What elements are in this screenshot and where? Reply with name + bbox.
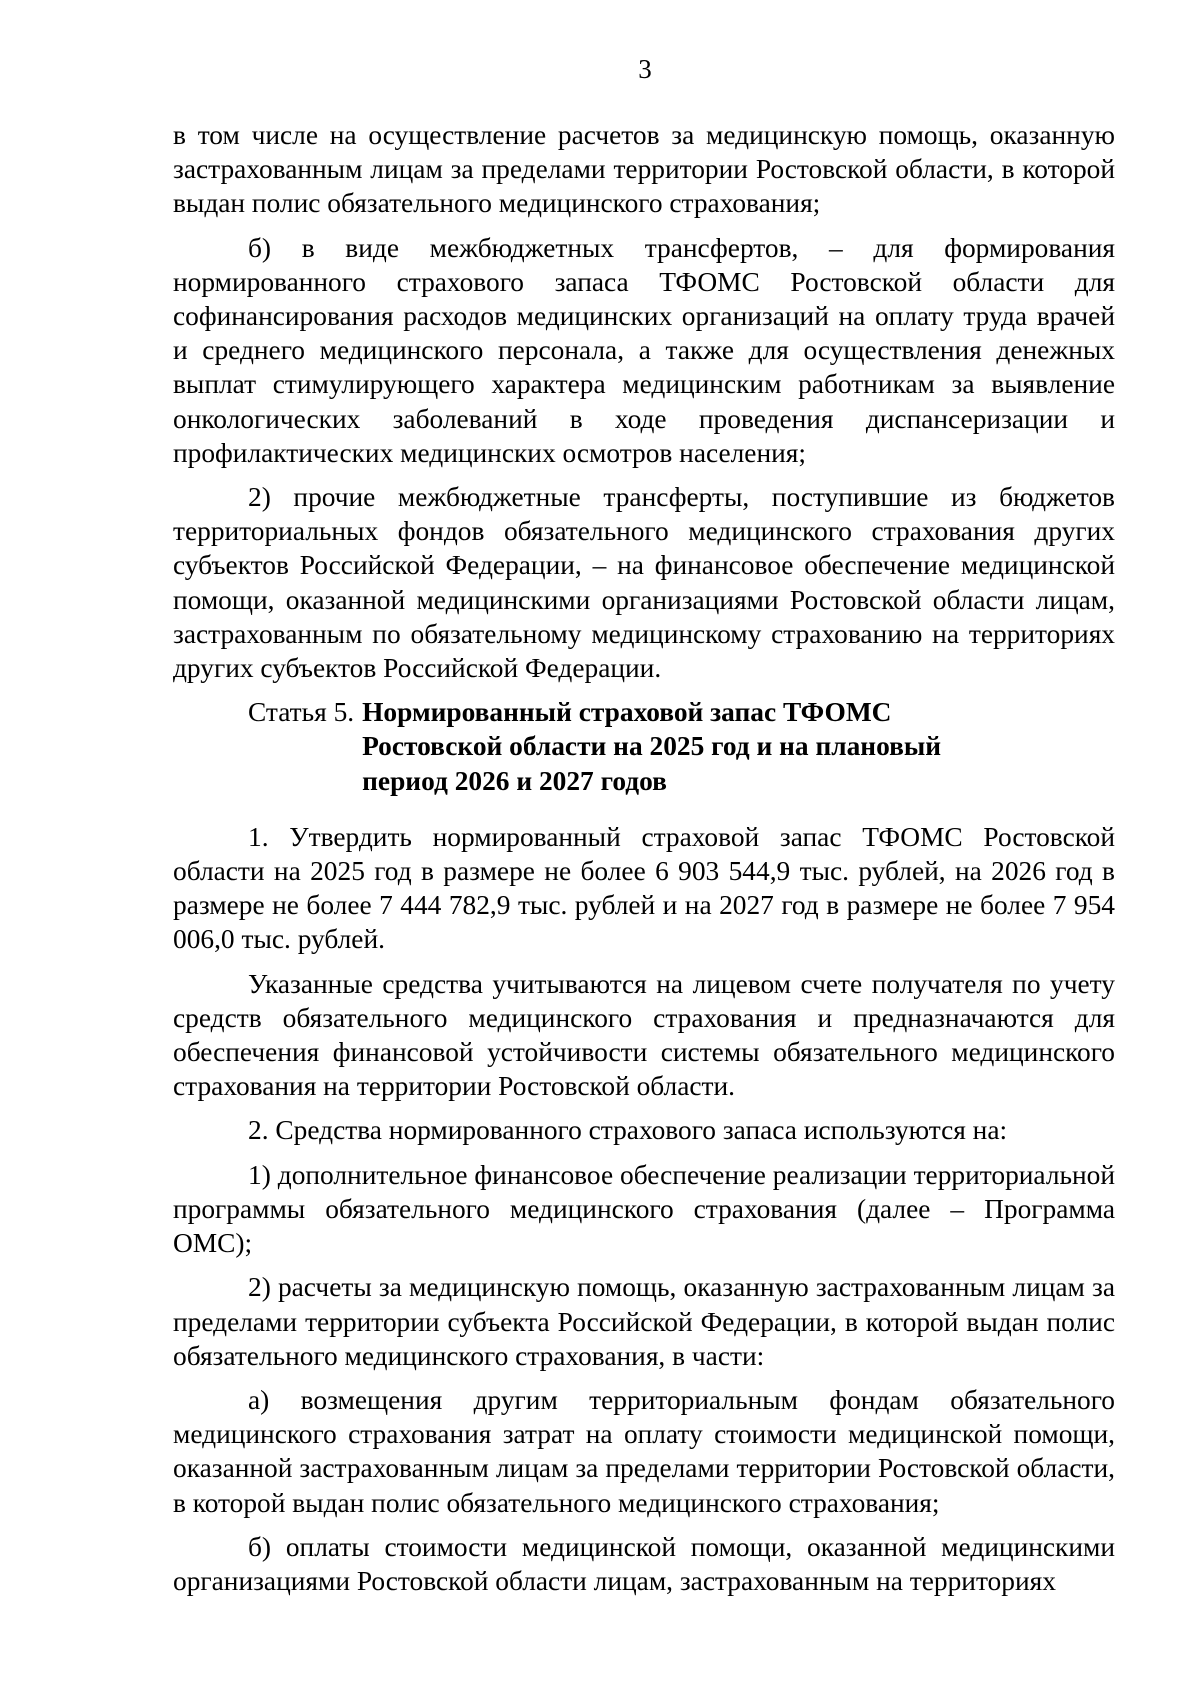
document-body — [173, 118, 1115, 1608]
article-title-line: Ростовской области на 2025 год и на плановый — [362, 731, 942, 762]
page-number: 3 — [638, 54, 652, 84]
paragraph-clause-1-reserve-amounts: 1. Утвердить нормированный страховой запас ТФОМС Ростовской области на 2025 год в размере не более 6 903 544,9 тыс. рублей, на 2026 год в размере не более 7 444 782,9 тыс. рублей и на 2027 год в размере не более 7 954 006,0 тыс. рублей. — [173, 821, 1115, 955]
paragraph-usage-item-2b: б) оплаты стоимости медицинской помощи, оказанной медицинскими организациями Ростовской области лицам, застрахованным на территориях — [173, 1531, 1115, 1596]
paragraph-item-2-other-transfers: 2) прочие межбюджетные трансферты, поступившие из бюджетов территориальных фондов обязательного медицинского страхования других субъектов Российской Федерации, – на финансовое обеспечение медицинской помощи, оказанной медицинскими организациями Ростовской области лицам, застрахованным по обязательному медицинскому страхованию на территориях других субъектов Российской Федерации. — [173, 482, 1115, 684]
paragraph-continuation: в том числе на осуществление расчетов за медицинскую помощь, оказанную застрахованным лицам за пределами территории Ростовской области, в которой выдан полис обязательного медицинского страхования; — [173, 120, 1115, 219]
article-heading — [248, 695, 1115, 798]
paragraph-usage-item-2: 2) расчеты за медицинскую помощь, оказанную застрахованным лицам за пределами территории субъекта Российской Федерации, в которой выдан полис обязательного медицинского страхования, в части: — [173, 1272, 1115, 1371]
paragraph-usage-item-2a: а) возмещения другим территориальным фондам обязательного медицинского страхования затрат на оплату стоимости медицинской помощи, оказанной застрахованным лицам за пределами территории Ростовской области, в которой выдан полис обязательного медицинского страхования; — [173, 1384, 1115, 1518]
paragraph-clause-2-usage: 2. Средства нормированного страхового запаса используются на: — [248, 1115, 1008, 1146]
paragraph-funds-accounting: Указанные средства учитываются на лицевом счете получателя по учету средств обязательного медицинского страхования и предназначаются для обеспечения финансовой устойчивости системы обязательного медицинского страхования на территории Ростовской области. — [173, 968, 1115, 1102]
article-title-line: период 2026 и 2027 годов — [362, 765, 667, 796]
paragraph-item-b-transfers: б) в виде межбюджетных трансфертов, – для формирования нормированного страхового запаса ТФОМС Ростовской области для софинансирования расходов медицинских организаций на оплату труда врачей и среднего медицинского персонала, а также для осуществления денежных выплат стимулирующего характера медицинским работникам за выявление онкологических заболеваний в ходе проведения диспансеризации и профилактических медицинских осмотров населения; — [173, 232, 1115, 468]
article-label: Статья 5. — [248, 697, 355, 728]
article-title-line: Нормированный страховой запас ТФОМС — [362, 697, 892, 728]
article-title — [362, 695, 941, 798]
paragraph-usage-item-1: 1) дополнительное финансовое обеспечение реализации территориальной программы обязательного медицинского страхования (далее – Программа ОМС); — [173, 1159, 1115, 1259]
